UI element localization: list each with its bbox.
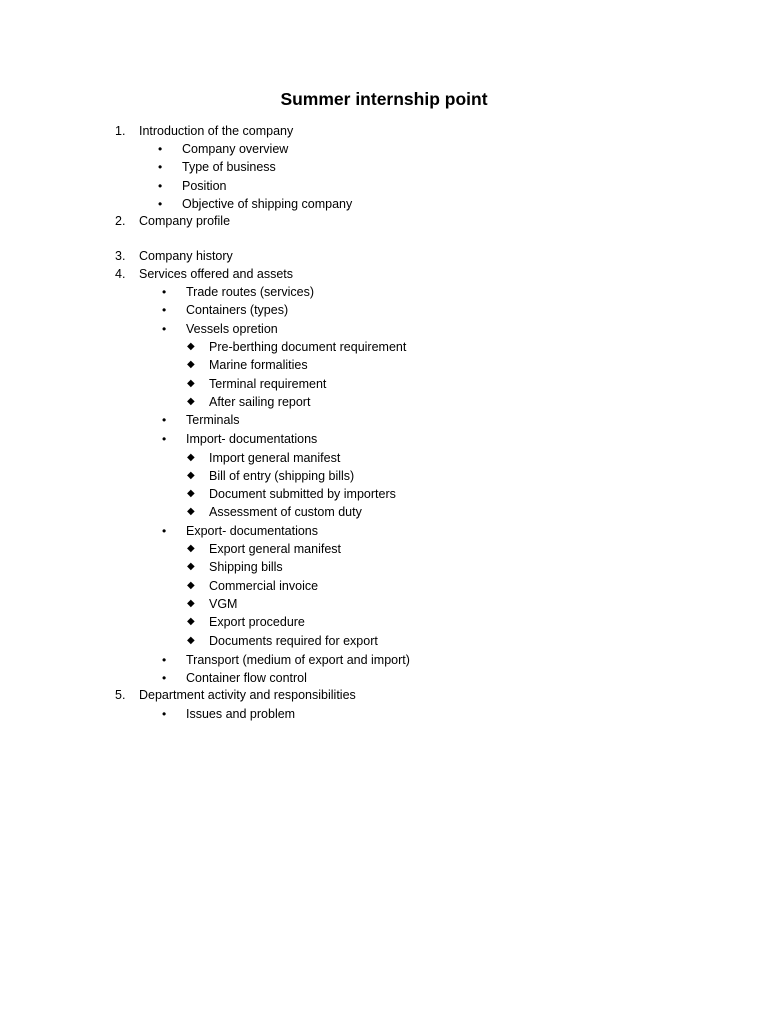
list-item (115, 248, 233, 264)
list-item (187, 596, 238, 612)
list-marker: • (162, 671, 167, 685)
list-marker: • (158, 179, 163, 193)
list-marker: • (162, 707, 167, 721)
list-item-text: Documents required for export (209, 634, 378, 648)
list-item (162, 670, 307, 686)
list-item-text: Issues and problem (186, 707, 296, 721)
list-marker: • (162, 653, 167, 667)
list-item (187, 614, 305, 630)
list-item (187, 357, 308, 373)
list-marker: • (158, 142, 163, 156)
list-marker: ◆ (187, 598, 195, 609)
list-marker: ◆ (187, 635, 195, 646)
list-item-text: Introduction of the company (139, 124, 294, 138)
list-item (162, 706, 296, 722)
list-item-text: Company overview (182, 142, 289, 156)
list-item-text: Shipping bills (209, 560, 283, 574)
list-item (162, 523, 319, 539)
list-item (187, 541, 342, 557)
list-marker: ◆ (187, 378, 195, 389)
list-marker: ◆ (187, 506, 195, 517)
list-item (158, 141, 289, 157)
list-item-text: Type of business (182, 160, 276, 174)
list-marker: ◆ (187, 341, 195, 352)
list-marker: 1. (115, 124, 126, 138)
list-item-text: Services offered and assets (139, 267, 294, 281)
list-item (115, 123, 294, 139)
list-item-text: Commercial invoice (209, 579, 319, 593)
list-item (187, 376, 327, 392)
page-title: Summer internship point (280, 89, 488, 109)
list-marker: ◆ (187, 580, 195, 591)
list-item-text: Trade routes (services) (186, 285, 315, 299)
list-item-text: Department activity and responsibilities (139, 688, 356, 702)
list-item (162, 321, 278, 337)
list-item-text: Document submitted by importers (209, 487, 396, 501)
list-item-text: Export- documentations (186, 524, 319, 538)
list-item-text: Assessment of custom duty (209, 505, 362, 519)
list-marker: ◆ (187, 488, 195, 499)
list-marker: • (158, 160, 163, 174)
list-item-text: Position (182, 179, 227, 193)
list-item-text: Marine formalities (209, 358, 308, 372)
list-item-text: Terminals (186, 413, 240, 427)
list-item-text: Import general manifest (209, 451, 341, 465)
list-item-text: Pre-berthing document requirement (209, 340, 407, 354)
list-item (187, 504, 362, 520)
list-item (187, 450, 341, 466)
list-item (162, 412, 240, 428)
list-item-text: Import- documentations (186, 432, 318, 446)
list-item (162, 302, 289, 318)
list-item (158, 159, 276, 175)
list-item (187, 394, 311, 410)
list-item-text: Bill of entry (shipping bills) (209, 469, 355, 483)
list-item (162, 431, 318, 447)
list-item-text: VGM (209, 597, 238, 611)
list-marker: • (162, 432, 167, 446)
list-item (115, 266, 294, 282)
list-marker: 5. (115, 688, 126, 702)
list-marker: ◆ (187, 543, 195, 554)
list-item (115, 687, 356, 703)
list-item (187, 633, 378, 649)
list-item-text: Export procedure (209, 615, 305, 629)
list-item-text: Transport (medium of export and import) (186, 653, 410, 667)
list-marker: ◆ (187, 452, 195, 463)
list-item (187, 339, 407, 355)
list-item (158, 196, 353, 212)
list-item-text: Container flow control (186, 671, 307, 685)
list-item (187, 468, 355, 484)
list-marker: • (162, 524, 167, 538)
list-item (158, 178, 227, 194)
list-item-text: Containers (types) (186, 303, 289, 317)
list-item (187, 578, 319, 594)
list-item (115, 213, 231, 229)
list-marker: ◆ (187, 359, 195, 370)
list-marker: • (162, 322, 167, 336)
list-item (162, 652, 410, 668)
list-marker: 2. (115, 214, 126, 228)
list-item (162, 284, 315, 300)
list-marker: • (162, 413, 167, 427)
list-item (187, 486, 396, 502)
list-marker: • (158, 197, 163, 211)
list-marker: ◆ (187, 396, 195, 407)
list-marker: 3. (115, 249, 126, 263)
list-item-text: Company profile (139, 214, 231, 228)
list-item (187, 559, 283, 575)
list-item-text: Export general manifest (209, 542, 342, 556)
list-item-text: Terminal requirement (209, 377, 327, 391)
list-marker: ◆ (187, 470, 195, 481)
list-item-text: After sailing report (209, 395, 311, 409)
list-item-text: Company history (139, 249, 233, 263)
list-marker: • (162, 285, 167, 299)
list-item-text: Vessels opretion (186, 322, 278, 336)
list-item-text: Objective of shipping company (182, 197, 353, 211)
list-marker: 4. (115, 267, 126, 281)
list-marker: ◆ (187, 616, 195, 627)
list-marker: ◆ (187, 561, 195, 572)
list-marker: • (162, 303, 167, 317)
